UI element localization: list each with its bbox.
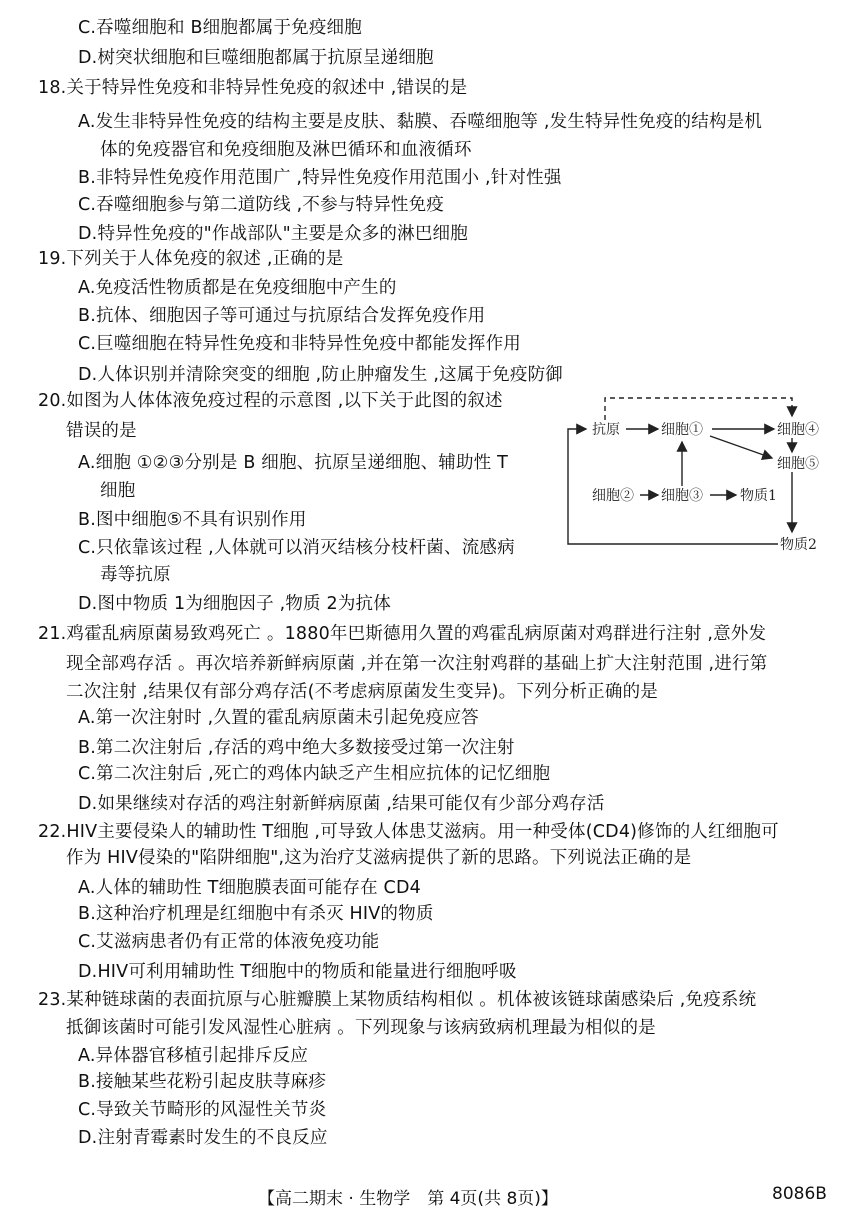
question-line: 20.如图为人体体液免疫过程的示意图 ,以下关于此图的叙述 [38,391,503,411]
label-substance2: 物质2 [780,537,817,553]
option-line: B.图中细胞⑤不具有识别作用 [78,510,307,530]
option-line: A.人体的辅助性 T细胞膜表面可能存在 CD4 [78,878,421,898]
option-line: 体的免疫器官和免疫细胞及淋巴循环和血液循环 [100,140,472,160]
label-antigen: 抗原 [592,422,620,438]
option-line: D.图中物质 1为细胞因子 ,物质 2为抗体 [78,594,391,614]
label-cell3: 细胞③ [661,488,703,504]
label-cell1: 细胞① [661,422,703,438]
option-line: B.这种治疗机理是红细胞中有杀灭 HIV的物质 [78,904,434,924]
question-line: 二次注射 ,结果仅有部分鸡存活(不考虑病原菌发生变异)。下列分析正确的是 [66,682,658,702]
option-line: C.巨噬细胞在特异性免疫和非特异性免疫中都能发挥作用 [78,334,521,354]
label-cell4: 细胞④ [777,422,819,438]
feedback-line [568,429,778,544]
option-line: D.如果继续对存活的鸡注射新鲜病原菌 ,结果可能仅有少部分鸡存活 [78,794,605,814]
option-line: D.特异性免疫的"作战部队"主要是众多的淋巴细胞 [78,224,468,244]
arrow-cell1-cell5 [710,436,772,458]
question-line: 错误的是 [66,421,137,441]
option-line: C.只依靠该过程 ,人体就可以消灭结核分枝杆菌、流感病 [78,538,515,558]
option-line: A.发生非特异性免疫的结构主要是皮肤、黏膜、吞噬细胞等 ,发生特异性免疫的结构是机 [78,112,763,132]
option-line: 细胞 [100,481,136,501]
option-line: A.第一次注射时 ,久置的霍乱病原菌未引起免疫应答 [78,708,479,728]
option-line: D.注射青霉素时发生的不良反应 [78,1128,328,1148]
option-line: B.抗体、细胞因子等可通过与抗原结合发挥免疫作用 [78,306,486,326]
immune-process-diagram [560,392,830,562]
option-line: C.艾滋病患者仍有正常的体液免疫功能 [78,932,380,952]
question-line: 19.下列关于人体免疫的叙述 ,正确的是 [38,249,344,269]
question-line: 抵御该菌时可能引发风湿性心脏病 。下列现象与该病致病机理最为相似的是 [66,1018,656,1038]
option-line: A.异体器官移植引起排斥反应 [78,1046,309,1066]
page-footer-title: 【高二期末 · 生物学 第 4页(共 8页)】 [258,1189,558,1209]
option-line: A.细胞 ①②③分别是 B 细胞、抗原呈递细胞、辅助性 T [78,453,509,473]
dashed-arrow [605,398,792,420]
option-line: D.HIV可利用辅助性 T细胞中的物质和能量进行细胞呼吸 [78,962,517,982]
question-line: 21.鸡霍乱病原菌易致鸡死亡 。1880年巴斯德用久置的鸡霍乱病原菌对鸡群进行注射 ,意外发 [38,624,767,644]
question-line: 作为 HIV侵染的"陷阱细胞",这为治疗艾滋病提供了新的思路。下列说法正确的是 [66,848,692,868]
question-line: 23.某种链球菌的表面抗原与心脏瓣膜上某物质结构相似 。机体被该链球菌感染后 ,免疫系统 [38,990,757,1010]
option-line: C.吞噬细胞和 B细胞都属于免疫细胞 [78,18,362,38]
option-line: D.树突状细胞和巨噬细胞都属于抗原呈递细胞 [78,48,434,68]
option-line: D.人体识别并清除突变的细胞 ,防止肿瘤发生 ,这属于免疫防御 [78,365,563,385]
option-line: C.第二次注射后 ,死亡的鸡体内缺乏产生相应抗体的记忆细胞 [78,764,551,784]
question-line: 现全部鸡存活 。再次培养新鲜病原菌 ,并在第一次注射鸡群的基础上扩大注射范围 ,进行第 [66,654,768,674]
label-substance1: 物质1 [740,488,777,504]
option-line: B.第二次注射后 ,存活的鸡中绝大多数接受过第一次注射 [78,738,515,758]
question-line: 22.HIV主要侵染人的辅助性 T细胞 ,可导致人体患艾滋病。用一种受体(CD4)修饰的人红细胞可 [38,822,779,842]
option-line: C.吞噬细胞参与第二道防线 ,不参与特异性免疫 [78,195,445,215]
option-line: 毒等抗原 [100,565,171,585]
option-line: B.非特异性免疫作用范围广 ,特异性免疫作用范围小 ,针对性强 [78,168,562,188]
option-line: A.免疫活性物质都是在免疫细胞中产生的 [78,278,397,298]
option-line: B.接触某些花粉引起皮肤荨麻疹 [78,1072,327,1092]
label-cell5: 细胞⑤ [777,456,819,472]
option-line: C.导致关节畸形的风湿性关节炎 [78,1100,327,1120]
label-cell2: 细胞② [592,488,634,504]
question-line: 18.关于特异性免疫和非特异性免疫的叙述中 ,错误的是 [38,78,468,98]
page-code: 8086B [772,1184,827,1204]
